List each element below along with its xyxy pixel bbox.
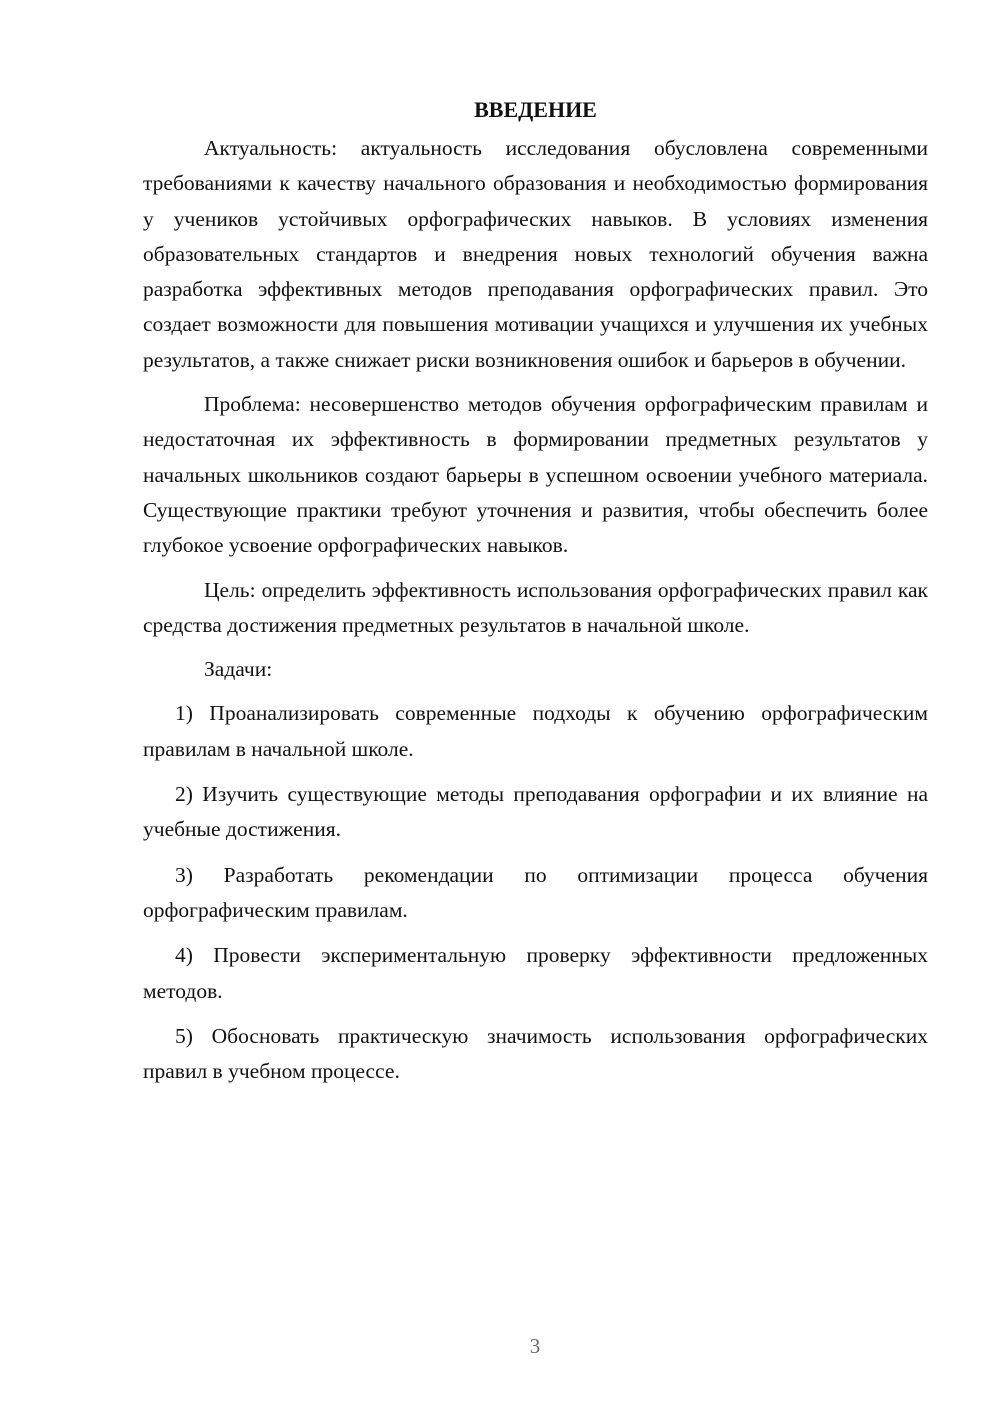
- task-item-3: 3) Разработать рекомендации по оптимизации процесса обучения орфографическим правилам.: [143, 862, 928, 922]
- task-item-4: 4) Провести экспериментальную проверку эффективности предложенных методов.: [143, 943, 928, 1003]
- paragraph-goal: Цель: определить эффективность использования орфографических правил как средства достижения предметных результатов в начальной школе.: [143, 577, 928, 637]
- paragraph-tasks-heading: Задачи:: [204, 657, 273, 682]
- paragraph-problem: Проблема: несовершенство методов обучения орфографическим правилам и недостаточная их эффективность в формировании предметных результатов у начальных школьников создают барьеры в успешном освоении учебного материала. Существующие практики требуют уточнения и развития, чтобы обеспечить более глубокое усвоение орфографических навыков.: [143, 392, 928, 558]
- task-item-2: 2) Изучить существующие методы преподавания орфографии и их влияние на учебные достижения.: [143, 782, 928, 842]
- section-title: ВВЕДЕНИЕ: [474, 97, 597, 122]
- document-page: [143, 95, 928, 1099]
- task-item-5: 5) Обосновать практическую значимость использования орфографических правил в учебном процессе.: [143, 1023, 928, 1084]
- task-item-1: 1) Проанализировать современные подходы к обучению орфографическим правилам в начальной школе.: [143, 701, 928, 761]
- page-number: 3: [529, 1334, 541, 1358]
- paragraph-relevance: Актуальность: актуальность исследования обусловлена современными требованиями к качеству начального образования и необходимостью формирования у учеников устойчивых орфографических навыков. В условиях изменения образовательных стандартов и внедрения новых технологий обучения важна разработка эффективных методов преподавания орфографических правил. Это создает возможности для повышения мотивации учащихся и улучшения их учебных результатов, а также снижает риски возникновения ошибок и барьеров в обучении.: [143, 136, 928, 372]
